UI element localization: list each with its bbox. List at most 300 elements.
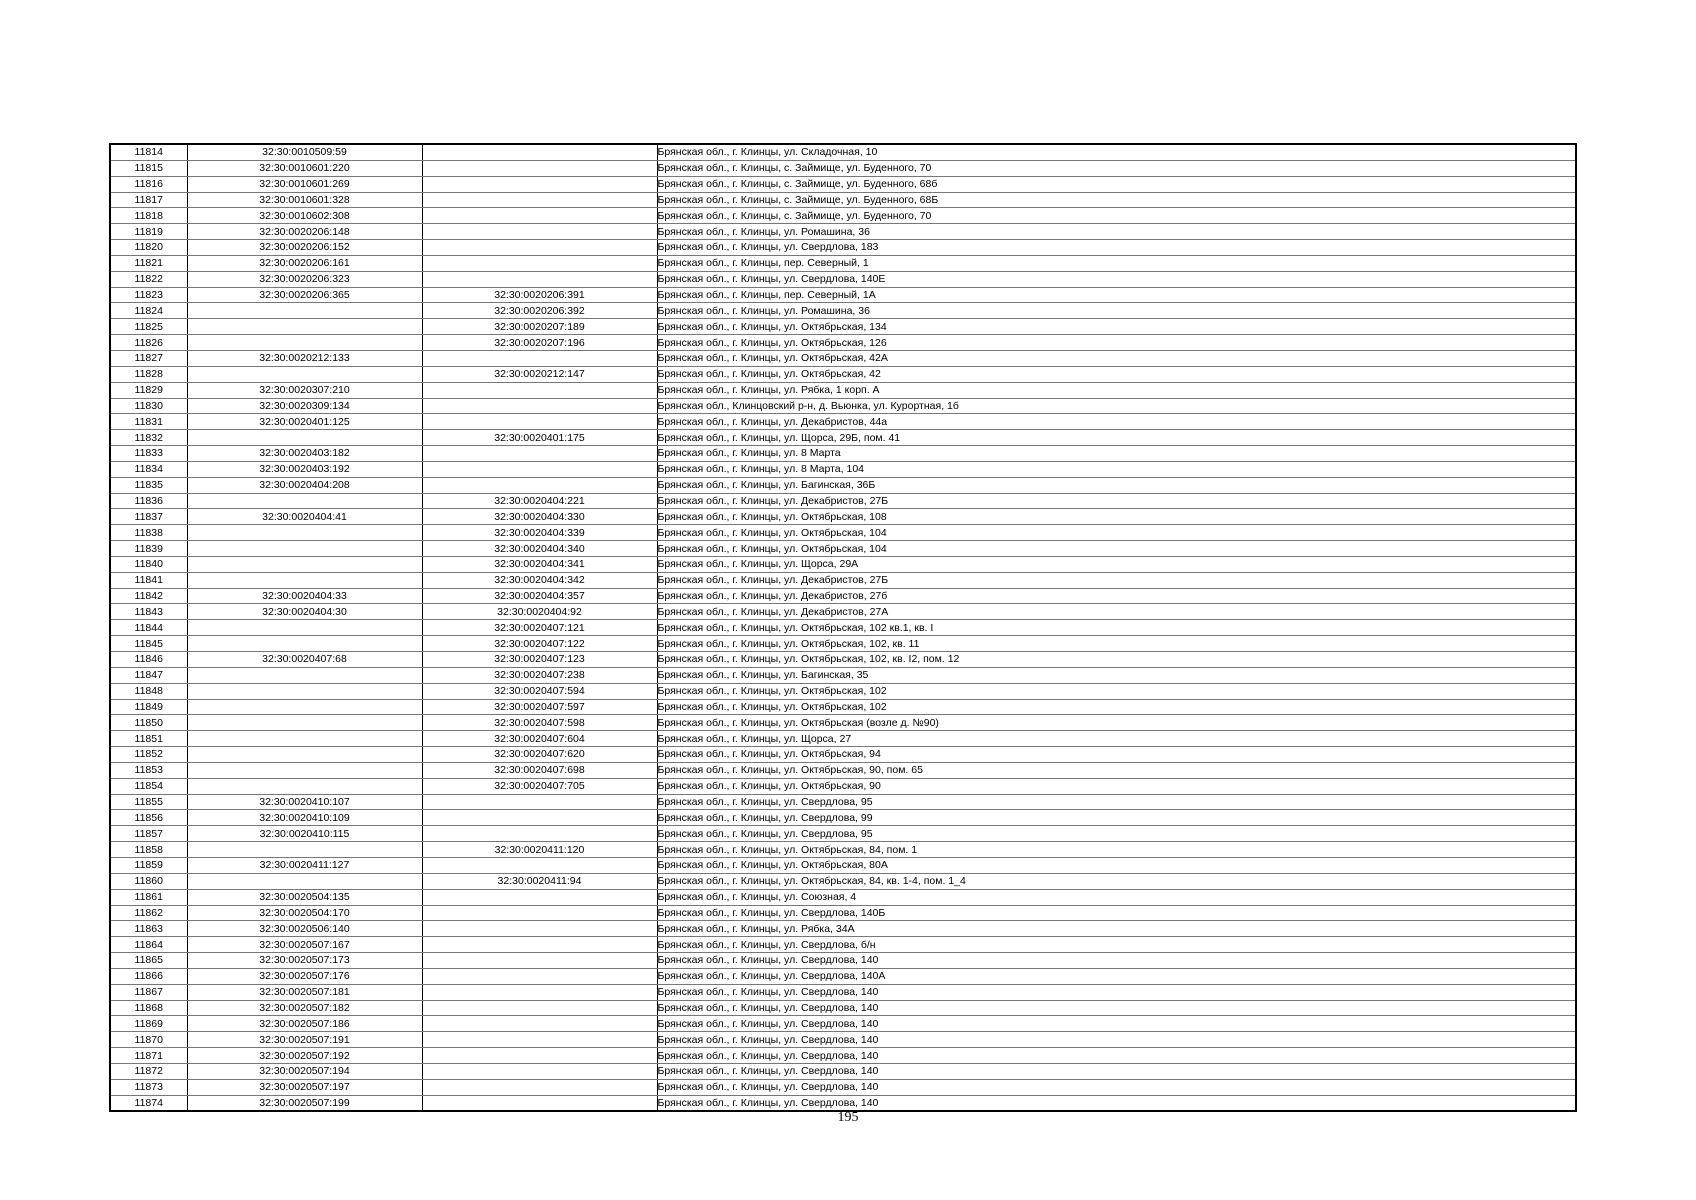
table-row (110, 731, 1576, 747)
address-cell: Брянская обл., г. Клинцы, ул. Свердлова, 140 (657, 1016, 1576, 1032)
linked-cadastral-number-cell: 32:30:0020407:604 (422, 731, 657, 747)
cadastral-number-cell: 32:30:0020404:208 (187, 477, 422, 493)
address-cell: Брянская обл., г. Клинцы, ул. Декабристов, 27Б (657, 493, 1576, 509)
table-row (110, 255, 1576, 271)
linked-cadastral-number-cell (422, 160, 657, 176)
address-cell: Брянская обл., г. Клинцы, ул. Свердлова, 183 (657, 240, 1576, 256)
row-number-cell: 11854 (110, 778, 187, 794)
cadastral-number-cell (187, 620, 422, 636)
row-number-cell: 11826 (110, 335, 187, 351)
linked-cadastral-number-cell (422, 1048, 657, 1064)
row-number-cell: 11838 (110, 525, 187, 541)
address-cell: Брянская обл., г. Клинцы, ул. Октябрьская, 94 (657, 747, 1576, 763)
table-row (110, 873, 1576, 889)
table-row (110, 636, 1576, 652)
table-row (110, 778, 1576, 794)
linked-cadastral-number-cell (422, 937, 657, 953)
address-cell: Брянская обл., г. Клинцы, ул. Ромашина, 36 (657, 303, 1576, 319)
address-cell: Брянская обл., г. Клинцы, ул. Свердлова, 140 (657, 1095, 1576, 1111)
cadastral-number-cell: 32:30:0020507:191 (187, 1032, 422, 1048)
table-row (110, 192, 1576, 208)
address-cell: Брянская обл., г. Клинцы, ул. Декабристов, 27б (657, 588, 1576, 604)
row-number-cell: 11859 (110, 857, 187, 873)
row-number-cell: 11848 (110, 683, 187, 699)
address-cell: Брянская обл., г. Клинцы, ул. Свердлова, 140 (657, 1048, 1576, 1064)
row-number-cell: 11821 (110, 255, 187, 271)
address-cell: Брянская обл., г. Клинцы, ул. Октябрьская, 84, кв. 1-4, пом. 1_4 (657, 873, 1576, 889)
linked-cadastral-number-cell: 32:30:0020404:341 (422, 556, 657, 572)
cadastral-number-cell: 32:30:0020410:109 (187, 810, 422, 826)
table-row (110, 889, 1576, 905)
table-row (110, 430, 1576, 446)
cadastral-number-cell: 32:30:0020504:135 (187, 889, 422, 905)
address-cell: Брянская обл., г. Клинцы, ул. Свердлова, 140А (657, 968, 1576, 984)
address-cell: Брянская обл., г. Клинцы, ул. Свердлова, 99 (657, 810, 1576, 826)
cadastral-number-cell (187, 430, 422, 446)
row-number-cell: 11837 (110, 509, 187, 525)
linked-cadastral-number-cell (422, 1079, 657, 1095)
table-row (110, 446, 1576, 462)
cadastral-number-cell: 32:30:0020309:134 (187, 398, 422, 414)
page-number: 195 (837, 1110, 859, 1125)
table-row (110, 857, 1576, 873)
row-number-cell: 11863 (110, 921, 187, 937)
address-cell: Брянская обл., г. Клинцы, ул. Октябрьская, 102 (657, 699, 1576, 715)
row-number-cell: 11866 (110, 968, 187, 984)
cadastral-number-cell: 32:30:0020212:133 (187, 350, 422, 366)
row-number-cell: 11856 (110, 810, 187, 826)
row-number-cell: 11870 (110, 1032, 187, 1048)
table-row (110, 905, 1576, 921)
cadastral-number-cell: 32:30:0020507:181 (187, 984, 422, 1000)
address-cell: Брянская обл., г. Клинцы, ул. Октябрьская, 102 (657, 683, 1576, 699)
cadastral-number-cell (187, 683, 422, 699)
row-number-cell: 11839 (110, 541, 187, 557)
address-cell: Брянская обл., г. Клинцы, ул. Октябрьская, 102, кв. 11 (657, 636, 1576, 652)
linked-cadastral-number-cell: 32:30:0020407:705 (422, 778, 657, 794)
address-cell: Брянская обл., г. Клинцы, ул. 8 Марта, 104 (657, 461, 1576, 477)
address-cell: Брянская обл., г. Клинцы, с. Займище, ул. Буденного, 70 (657, 160, 1576, 176)
cadastral-number-cell: 32:30:0020206:161 (187, 255, 422, 271)
linked-cadastral-number-cell: 32:30:0020404:340 (422, 541, 657, 557)
table-row (110, 319, 1576, 335)
linked-cadastral-number-cell: 32:30:0020404:339 (422, 525, 657, 541)
address-cell: Брянская обл., г. Клинцы, с. Займище, ул. Буденного, 68б (657, 176, 1576, 192)
row-number-cell: 11846 (110, 652, 187, 668)
row-number-cell: 11833 (110, 446, 187, 462)
linked-cadastral-number-cell (422, 224, 657, 240)
linked-cadastral-number-cell: 32:30:0020407:238 (422, 667, 657, 683)
address-cell: Брянская обл., г. Клинцы, ул. Октябрьская, 102 кв.1, кв. I (657, 620, 1576, 636)
table-row (110, 937, 1576, 953)
row-number-cell: 11824 (110, 303, 187, 319)
row-number-cell: 11851 (110, 731, 187, 747)
cadastral-number-cell: 32:30:0020506:140 (187, 921, 422, 937)
linked-cadastral-number-cell (422, 1063, 657, 1079)
address-cell: Брянская обл., г. Клинцы, ул. Складочная, 10 (657, 144, 1576, 160)
linked-cadastral-number-cell (422, 921, 657, 937)
row-number-cell: 11841 (110, 572, 187, 588)
row-number-cell: 11827 (110, 350, 187, 366)
cadastral-number-cell: 32:30:0020401:125 (187, 414, 422, 430)
table-row (110, 1048, 1576, 1064)
table-row (110, 1000, 1576, 1016)
cadastral-number-cell (187, 493, 422, 509)
row-number-cell: 11831 (110, 414, 187, 430)
address-cell: Брянская обл., г. Клинцы, ул. Свердлова, 140Е (657, 271, 1576, 287)
linked-cadastral-number-cell (422, 398, 657, 414)
table-row (110, 461, 1576, 477)
address-cell: Брянская обл., г. Клинцы, ул. Октябрьская, 90, пом. 65 (657, 762, 1576, 778)
linked-cadastral-number-cell: 32:30:0020206:391 (422, 287, 657, 303)
linked-cadastral-number-cell: 32:30:0020207:196 (422, 335, 657, 351)
table-row (110, 414, 1576, 430)
address-cell: Брянская обл., г. Клинцы, ул. Октябрьская, 126 (657, 335, 1576, 351)
address-cell: Брянская обл., г. Клинцы, ул. Октябрьская, 90 (657, 778, 1576, 794)
row-number-cell: 11852 (110, 747, 187, 763)
row-number-cell: 11819 (110, 224, 187, 240)
cadastral-number-cell: 32:30:0020404:33 (187, 588, 422, 604)
cadastral-number-cell: 32:30:0020411:127 (187, 857, 422, 873)
table-row (110, 287, 1576, 303)
row-number-cell: 11817 (110, 192, 187, 208)
cadastral-number-cell: 32:30:0010601:328 (187, 192, 422, 208)
cadastral-number-cell: 32:30:0020404:41 (187, 509, 422, 525)
cadastral-number-cell (187, 319, 422, 335)
row-number-cell: 11816 (110, 176, 187, 192)
address-cell: Брянская обл., Клинцовский р-н, д. Вьюнка, ул. Курортная, 1б (657, 398, 1576, 414)
address-cell: Брянская обл., г. Клинцы, ул. Рябка, 1 корп. А (657, 382, 1576, 398)
table-row (110, 144, 1576, 160)
linked-cadastral-number-cell (422, 208, 657, 224)
cadastral-number-cell (187, 556, 422, 572)
address-cell: Брянская обл., г. Клинцы, с. Займище, ул. Буденного, 68Б (657, 192, 1576, 208)
address-cell: Брянская обл., г. Клинцы, ул. Октябрьская, 134 (657, 319, 1576, 335)
table-row (110, 794, 1576, 810)
row-number-cell: 11869 (110, 1016, 187, 1032)
table-row (110, 208, 1576, 224)
row-number-cell: 11867 (110, 984, 187, 1000)
linked-cadastral-number-cell (422, 953, 657, 969)
linked-cadastral-number-cell: 32:30:0020404:221 (422, 493, 657, 509)
table-row (110, 1079, 1576, 1095)
address-cell: Брянская обл., г. Клинцы, ул. Союзная, 4 (657, 889, 1576, 905)
cadastral-number-cell: 32:30:0020504:170 (187, 905, 422, 921)
cadastral-number-cell (187, 873, 422, 889)
cadastral-number-cell (187, 366, 422, 382)
cadastral-number-cell: 32:30:0020507:186 (187, 1016, 422, 1032)
linked-cadastral-number-cell (422, 1016, 657, 1032)
row-number-cell: 11850 (110, 715, 187, 731)
linked-cadastral-number-cell (422, 461, 657, 477)
row-number-cell: 11844 (110, 620, 187, 636)
linked-cadastral-number-cell: 32:30:0020407:620 (422, 747, 657, 763)
table-row (110, 350, 1576, 366)
linked-cadastral-number-cell: 32:30:0020407:594 (422, 683, 657, 699)
row-number-cell: 11849 (110, 699, 187, 715)
linked-cadastral-number-cell (422, 350, 657, 366)
cadastral-number-cell: 32:30:0020507:173 (187, 953, 422, 969)
table-row (110, 556, 1576, 572)
cadastral-number-cell: 32:30:0020403:182 (187, 446, 422, 462)
table-row (110, 953, 1576, 969)
cadastral-number-cell (187, 731, 422, 747)
cadastral-number-cell (187, 303, 422, 319)
table-row (110, 1016, 1576, 1032)
table-row (110, 667, 1576, 683)
table-row (110, 842, 1576, 858)
linked-cadastral-number-cell (422, 255, 657, 271)
cadastral-number-cell: 32:30:0020507:182 (187, 1000, 422, 1016)
row-number-cell: 11828 (110, 366, 187, 382)
row-number-cell: 11822 (110, 271, 187, 287)
cadastral-number-cell: 32:30:0020307:210 (187, 382, 422, 398)
linked-cadastral-number-cell: 32:30:0020411:120 (422, 842, 657, 858)
linked-cadastral-number-cell: 32:30:0020407:122 (422, 636, 657, 652)
row-number-cell: 11832 (110, 430, 187, 446)
address-cell: Брянская обл., г. Клинцы, ул. Свердлова, 95 (657, 826, 1576, 842)
cadastral-number-cell: 32:30:0010601:220 (187, 160, 422, 176)
address-cell: Брянская обл., г. Клинцы, ул. Свердлова, 140 (657, 984, 1576, 1000)
row-number-cell: 11858 (110, 842, 187, 858)
table-row (110, 271, 1576, 287)
cadastral-number-cell: 32:30:0020407:68 (187, 652, 422, 668)
linked-cadastral-number-cell: 32:30:0020212:147 (422, 366, 657, 382)
table-row (110, 968, 1576, 984)
linked-cadastral-number-cell (422, 984, 657, 1000)
cadastral-number-cell: 32:30:0020206:152 (187, 240, 422, 256)
cadastral-number-cell: 32:30:0020507:197 (187, 1079, 422, 1095)
table-row (110, 366, 1576, 382)
cadastral-number-cell: 32:30:0020410:107 (187, 794, 422, 810)
table-row (110, 1063, 1576, 1079)
table-row (110, 525, 1576, 541)
linked-cadastral-number-cell: 32:30:0020401:175 (422, 430, 657, 446)
cadastral-number-cell: 32:30:0010602:308 (187, 208, 422, 224)
address-cell: Брянская обл., г. Клинцы, ул. Свердлова, 140 (657, 1079, 1576, 1095)
table-row (110, 160, 1576, 176)
row-number-cell: 11836 (110, 493, 187, 509)
address-cell: Брянская обл., г. Клинцы, ул. Октябрьская, 84, пом. 1 (657, 842, 1576, 858)
address-cell: Брянская обл., г. Клинцы, ул. Свердлова, 140 (657, 1063, 1576, 1079)
address-cell: Брянская обл., г. Клинцы, ул. Багинская, 35 (657, 667, 1576, 683)
row-number-cell: 11829 (110, 382, 187, 398)
linked-cadastral-number-cell (422, 857, 657, 873)
table-row (110, 224, 1576, 240)
address-cell: Брянская обл., г. Клинцы, ул. Рябка, 34А (657, 921, 1576, 937)
linked-cadastral-number-cell: 32:30:0020404:342 (422, 572, 657, 588)
cadastral-number-cell (187, 747, 422, 763)
address-cell: Брянская обл., г. Клинцы, ул. Декабристов, 27А (657, 604, 1576, 620)
linked-cadastral-number-cell (422, 144, 657, 160)
table-row (110, 715, 1576, 731)
address-cell: Брянская обл., г. Клинцы, ул. Багинская, 36Б (657, 477, 1576, 493)
row-number-cell: 11843 (110, 604, 187, 620)
table-row (110, 683, 1576, 699)
row-number-cell: 11860 (110, 873, 187, 889)
address-cell: Брянская обл., г. Клинцы, ул. Щорса, 29А (657, 556, 1576, 572)
cadastral-number-cell: 32:30:0010601:269 (187, 176, 422, 192)
row-number-cell: 11823 (110, 287, 187, 303)
table-row (110, 398, 1576, 414)
linked-cadastral-number-cell: 32:30:0020407:597 (422, 699, 657, 715)
address-cell: Брянская обл., г. Клинцы, ул. Щорса, 29Б, пом. 41 (657, 430, 1576, 446)
linked-cadastral-number-cell (422, 889, 657, 905)
address-cell: Брянская обл., г. Клинцы, пер. Северный, 1 (657, 255, 1576, 271)
row-number-cell: 11820 (110, 240, 187, 256)
cadastral-number-cell: 32:30:0020403:192 (187, 461, 422, 477)
linked-cadastral-number-cell (422, 192, 657, 208)
row-number-cell: 11834 (110, 461, 187, 477)
cadastral-number-cell: 32:30:0020410:115 (187, 826, 422, 842)
cadastral-number-cell: 32:30:0020206:365 (187, 287, 422, 303)
address-cell: Брянская обл., г. Клинцы, ул. Щорса, 27 (657, 731, 1576, 747)
linked-cadastral-number-cell (422, 176, 657, 192)
cadastral-number-cell (187, 335, 422, 351)
cadastral-number-cell: 32:30:0020507:194 (187, 1063, 422, 1079)
row-number-cell: 11835 (110, 477, 187, 493)
table-row (110, 810, 1576, 826)
row-number-cell: 11857 (110, 826, 187, 842)
table-row (110, 382, 1576, 398)
row-number-cell: 11830 (110, 398, 187, 414)
linked-cadastral-number-cell: 32:30:0020407:698 (422, 762, 657, 778)
address-cell: Брянская обл., г. Клинцы, ул. Декабристов, 44а (657, 414, 1576, 430)
table-row (110, 509, 1576, 525)
row-number-cell: 11874 (110, 1095, 187, 1111)
row-number-cell: 11814 (110, 144, 187, 160)
address-cell: Брянская обл., г. Клинцы, ул. Декабристов, 27Б (657, 572, 1576, 588)
address-cell: Брянская обл., г. Клинцы, пер. Северный, 1А (657, 287, 1576, 303)
cadastral-number-cell: 32:30:0010509:59 (187, 144, 422, 160)
table-row (110, 604, 1576, 620)
cadastral-number-cell (187, 778, 422, 794)
cadastral-number-cell (187, 667, 422, 683)
table-row (110, 699, 1576, 715)
row-number-cell: 11853 (110, 762, 187, 778)
table-row (110, 1032, 1576, 1048)
cadastral-number-cell (187, 699, 422, 715)
table-row (110, 335, 1576, 351)
row-number-cell: 11847 (110, 667, 187, 683)
address-cell: Брянская обл., г. Клинцы, ул. Октябрьская, 80А (657, 857, 1576, 873)
cadastral-number-cell: 32:30:0020507:199 (187, 1095, 422, 1111)
table-row (110, 541, 1576, 557)
address-cell: Брянская обл., г. Клинцы, ул. Ромашина, 36 (657, 224, 1576, 240)
cadastral-number-cell (187, 636, 422, 652)
linked-cadastral-number-cell (422, 271, 657, 287)
linked-cadastral-number-cell (422, 382, 657, 398)
row-number-cell: 11862 (110, 905, 187, 921)
cadastral-number-cell (187, 842, 422, 858)
row-number-cell: 11872 (110, 1063, 187, 1079)
address-cell: Брянская обл., г. Клинцы, ул. Свердлова, 140 (657, 953, 1576, 969)
row-number-cell: 11825 (110, 319, 187, 335)
cadastral-number-cell (187, 541, 422, 557)
linked-cadastral-number-cell: 32:30:0020407:123 (422, 652, 657, 668)
cadastral-number-cell: 32:30:0020507:176 (187, 968, 422, 984)
linked-cadastral-number-cell (422, 1000, 657, 1016)
table-row (110, 921, 1576, 937)
linked-cadastral-number-cell (422, 414, 657, 430)
row-number-cell: 11855 (110, 794, 187, 810)
row-number-cell: 11861 (110, 889, 187, 905)
linked-cadastral-number-cell: 32:30:0020404:92 (422, 604, 657, 620)
linked-cadastral-number-cell (422, 968, 657, 984)
row-number-cell: 11840 (110, 556, 187, 572)
row-number-cell: 11865 (110, 953, 187, 969)
cadastral-number-cell (187, 762, 422, 778)
address-cell: Брянская обл., г. Клинцы, ул. Октябрьская (возле д. №90) (657, 715, 1576, 731)
row-number-cell: 11871 (110, 1048, 187, 1064)
linked-cadastral-number-cell (422, 905, 657, 921)
linked-cadastral-number-cell (422, 240, 657, 256)
row-number-cell: 11873 (110, 1079, 187, 1095)
address-cell: Брянская обл., г. Клинцы, ул. Свердлова, 140 (657, 1032, 1576, 1048)
row-number-cell: 11818 (110, 208, 187, 224)
linked-cadastral-number-cell (422, 810, 657, 826)
linked-cadastral-number-cell (422, 446, 657, 462)
address-cell: Брянская обл., г. Клинцы, ул. Свердлова, 140Б (657, 905, 1576, 921)
cadastral-number-cell (187, 715, 422, 731)
address-cell: Брянская обл., г. Клинцы, ул. Октябрьская, 102, кв. I2, пом. 12 (657, 652, 1576, 668)
cadastral-number-cell: 32:30:0020206:148 (187, 224, 422, 240)
address-cell: Брянская обл., г. Клинцы, ул. 8 Марта (657, 446, 1576, 462)
table-row (110, 493, 1576, 509)
table-row (110, 477, 1576, 493)
linked-cadastral-number-cell (422, 477, 657, 493)
table-row (110, 176, 1576, 192)
cadastral-number-cell: 32:30:0020206:323 (187, 271, 422, 287)
table-row (110, 303, 1576, 319)
table-row (110, 747, 1576, 763)
registry-table (109, 143, 1577, 1112)
address-cell: Брянская обл., г. Клинцы, ул. Октябрьская, 42А (657, 350, 1576, 366)
address-cell: Брянская обл., г. Клинцы, ул. Свердлова, 95 (657, 794, 1576, 810)
cadastral-number-cell: 32:30:0020507:167 (187, 937, 422, 953)
linked-cadastral-number-cell: 32:30:0020404:357 (422, 588, 657, 604)
linked-cadastral-number-cell: 32:30:0020206:392 (422, 303, 657, 319)
linked-cadastral-number-cell: 32:30:0020411:94 (422, 873, 657, 889)
linked-cadastral-number-cell: 32:30:0020407:598 (422, 715, 657, 731)
address-cell: Брянская обл., г. Клинцы, ул. Октябрьская, 108 (657, 509, 1576, 525)
linked-cadastral-number-cell (422, 794, 657, 810)
table-row (110, 762, 1576, 778)
table-row (110, 826, 1576, 842)
cadastral-number-cell (187, 572, 422, 588)
address-cell: Брянская обл., г. Клинцы, ул. Свердлова, б/н (657, 937, 1576, 953)
linked-cadastral-number-cell (422, 1032, 657, 1048)
linked-cadastral-number-cell: 32:30:0020404:330 (422, 509, 657, 525)
linked-cadastral-number-cell (422, 826, 657, 842)
table-row (110, 620, 1576, 636)
row-number-cell: 11868 (110, 1000, 187, 1016)
cadastral-number-cell (187, 525, 422, 541)
address-cell: Брянская обл., г. Клинцы, ул. Октябрьская, 104 (657, 525, 1576, 541)
table-row (110, 588, 1576, 604)
table-row (110, 652, 1576, 668)
address-cell: Брянская обл., г. Клинцы, ул. Октябрьская, 42 (657, 366, 1576, 382)
cadastral-number-cell: 32:30:0020404:30 (187, 604, 422, 620)
registry-table-body (110, 144, 1576, 1111)
address-cell: Брянская обл., г. Клинцы, ул. Октябрьская, 104 (657, 541, 1576, 557)
linked-cadastral-number-cell: 32:30:0020207:189 (422, 319, 657, 335)
row-number-cell: 11864 (110, 937, 187, 953)
table-row (110, 984, 1576, 1000)
cadastral-number-cell: 32:30:0020507:192 (187, 1048, 422, 1064)
row-number-cell: 11845 (110, 636, 187, 652)
table-row (110, 240, 1576, 256)
